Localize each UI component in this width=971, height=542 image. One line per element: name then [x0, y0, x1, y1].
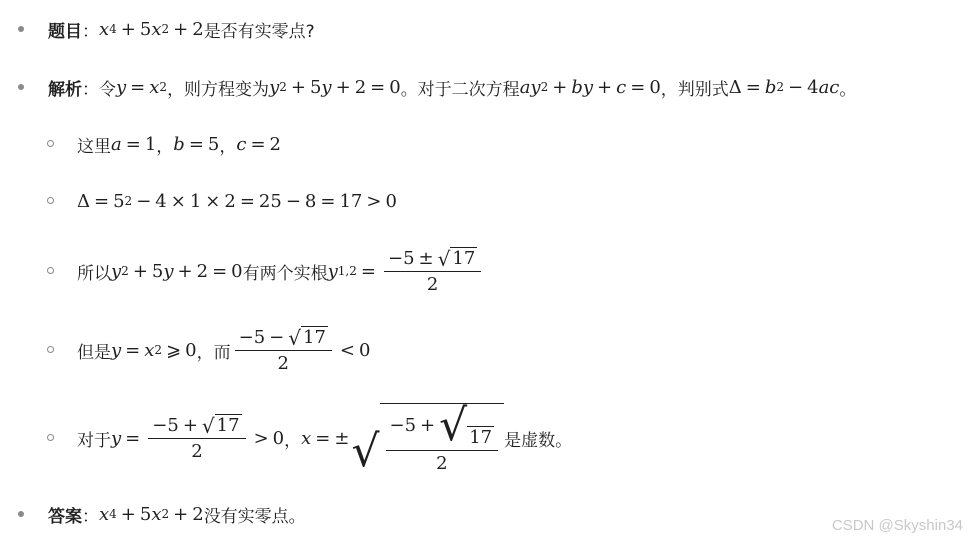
discriminant-formula: Δ = b 2 − 4 ac [728, 76, 840, 98]
sub-text: 所以 [77, 263, 111, 284]
discriminant-calculation: Δ = 5 2 − 4 × 1 × 2 = 25 − 8 = 17 > 0 [77, 190, 397, 212]
fraction: −5 + √ 17 2 [386, 404, 499, 474]
question-colon: ： [82, 21, 99, 42]
sub-text: ，而 [196, 342, 231, 363]
nonneg-condition: y = x 2 ⩾ 0 [111, 339, 197, 361]
coef-b: b = 5 [173, 133, 220, 155]
answer-label: 答案 [48, 506, 82, 527]
analysis-text: ，则方程变为 [167, 79, 270, 100]
analysis-text: ，判别式 [660, 79, 729, 100]
question-label: 题目 [48, 21, 82, 42]
substitution-expression: y = x 2 [116, 76, 168, 98]
sub-bullet [47, 197, 54, 204]
sub-text: 这里 [77, 136, 111, 157]
sub-text: ， [284, 430, 302, 451]
sub-item-imaginary [0, 399, 971, 477]
x-value: x = ± √ −5 + √ 17 2 [301, 403, 504, 474]
quadratic-equation: y 2 + 5 y + 2 = 0 [269, 76, 401, 98]
sub-bullet [47, 434, 54, 441]
sub-item-discriminant [0, 188, 971, 214]
answer-row [0, 501, 971, 527]
answer-colon: ： [82, 506, 99, 527]
question-row [0, 16, 971, 42]
bullet [18, 84, 24, 90]
sub-bullet [47, 140, 54, 147]
negative-root: −5 − √ 17 2 < 0 [231, 326, 371, 374]
general-quadratic: ay 2 + by + c = 0 [519, 76, 661, 98]
roots-formula: y 1,2 = −5 ± √ 17 2 [328, 247, 486, 295]
fraction: −5 − √ 17 2 [235, 326, 332, 374]
question-expression: x 4 + 5 x 2 + 2 [99, 18, 204, 40]
positive-root: y = −5 + √ 17 2 > 0 [111, 414, 285, 462]
sub-bullet [47, 346, 54, 353]
analysis-colon: ： [82, 79, 99, 100]
answer-text: 没有实零点。 [203, 506, 306, 527]
quadratic-equation: y 2 + 5 y + 2 = 0 [111, 260, 243, 282]
sub-bullet [47, 267, 54, 274]
sub-text: 是虚数。 [504, 430, 573, 451]
bullet [18, 511, 24, 517]
coef-c: c = 2 [236, 133, 281, 155]
fraction: −5 ± √ 17 2 [384, 247, 481, 295]
analysis-text: 令 [99, 79, 116, 100]
bullet [18, 26, 24, 32]
sub-text: 但是 [77, 342, 111, 363]
coef-a: a = 1 [111, 133, 157, 155]
sub-text: 有两个实根 [242, 263, 328, 284]
watermark: CSDN @Skyshin34 [831, 517, 963, 534]
analysis-text: 。对于二次方程 [400, 79, 520, 100]
sub-item-coefficients [0, 131, 971, 157]
analysis-label: 解析 [48, 79, 82, 100]
sub-item-negative-root [0, 323, 971, 377]
analysis-text: 。 [839, 79, 857, 100]
fraction: −5 + √ 17 2 [148, 414, 245, 462]
sub-text: 对于 [77, 430, 111, 451]
sub-item-roots [0, 244, 971, 298]
comma: ， [219, 136, 237, 157]
comma: ， [156, 136, 174, 157]
analysis-row [0, 74, 971, 100]
answer-expression: x 4 + 5 x 2 + 2 [99, 503, 204, 525]
question-text: 是否有实零点? [203, 21, 315, 42]
